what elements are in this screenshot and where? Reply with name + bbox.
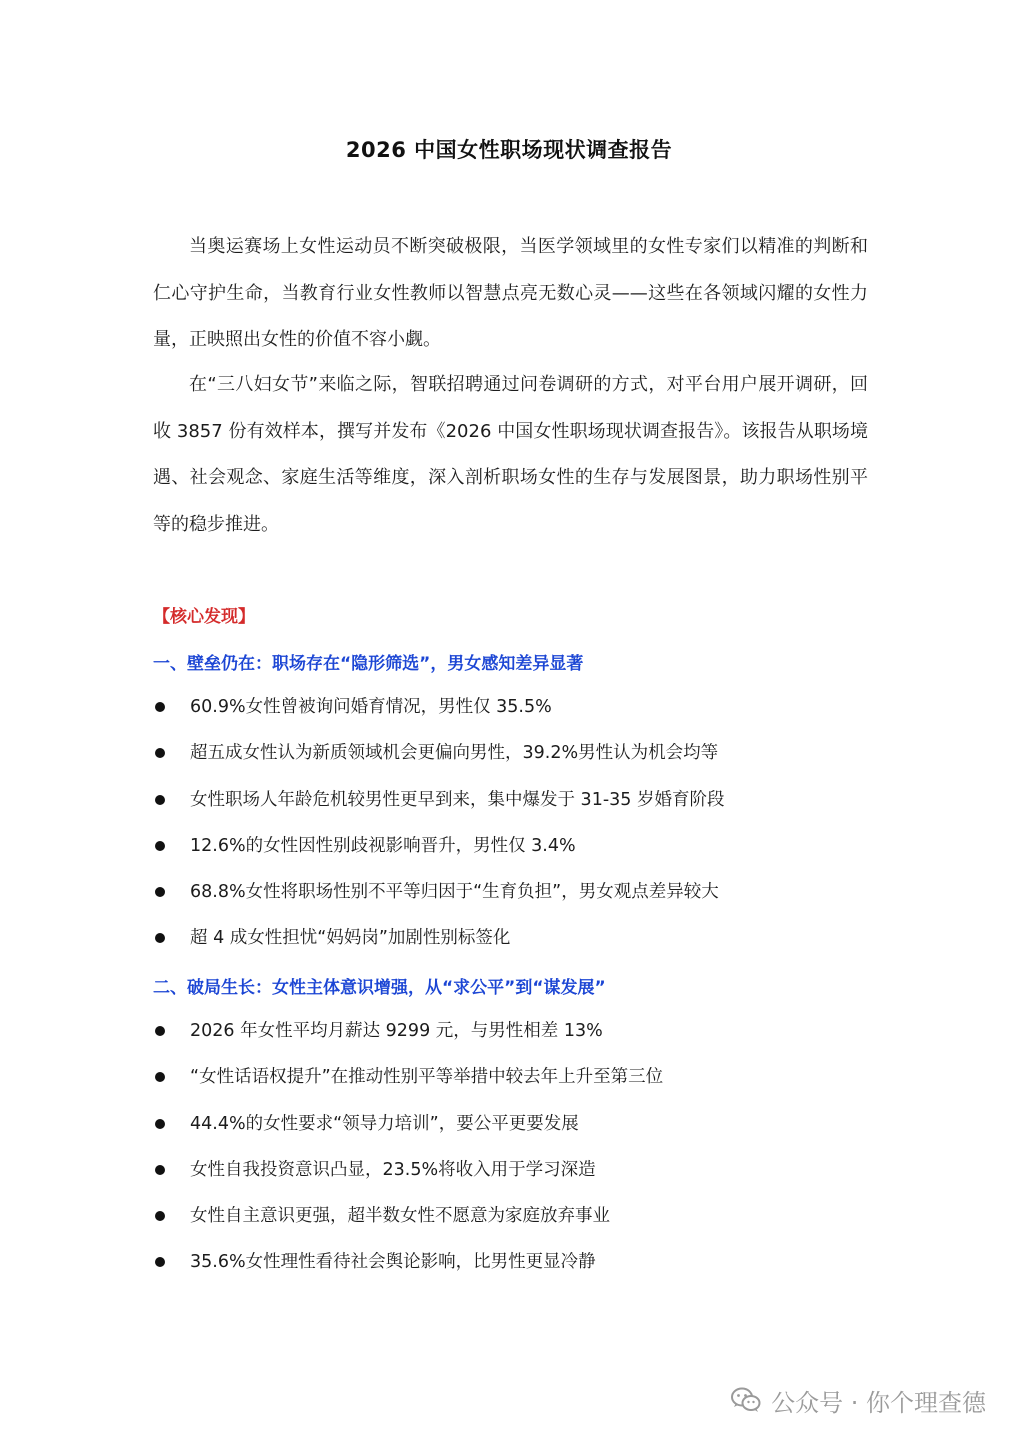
bullet-dot-icon [155, 887, 165, 897]
list-item-text: 68.8%女性将职场性别不平等归因于“生育负担”，男女观点差异较大 [190, 882, 719, 903]
list-item-text: “女性话语权提升”在推动性别平等举措中较去年上升至第三位 [190, 1067, 664, 1088]
list-item [153, 684, 873, 730]
bullet-dot-icon [155, 933, 165, 943]
list-item [153, 1101, 873, 1147]
list-item [153, 869, 873, 915]
bullet-dot-icon [155, 1026, 165, 1036]
page-title: 2026 中国女性职场现状调查报告 [345, 138, 673, 162]
list-item [153, 915, 873, 961]
section-2-bullet-list [153, 1008, 873, 1286]
list-item-text: 35.6%女性理性看待社会舆论影响，比男性更显冷静 [190, 1252, 596, 1273]
list-item [153, 1239, 873, 1285]
list-item-text: 超五成女性认为新质领域机会更偏向男性，39.2%男性认为机会均等 [190, 743, 719, 764]
core-findings-label: 【核心发现】 [153, 607, 255, 627]
bullet-dot-icon [155, 702, 165, 712]
list-item-text: 60.9%女性曾被询问婚育情况，男性仅 35.5% [190, 697, 552, 717]
list-item [153, 1193, 873, 1239]
list-item [153, 1008, 873, 1054]
list-item-text: 12.6%的女性因性别歧视影响晋升，男性仅 3.4% [190, 835, 576, 856]
bullet-dot-icon [155, 1119, 165, 1129]
intro-paragraph-1: 当奥运赛场上女性运动员不断突破极限，当医学领域里的女性专家们以精准的判断和仁心守护生命，当教育行业女性教师以智慧点亮无数心灵——这些在各领域闪耀的女性力量，正映照出女性的价值不容小觑。 [153, 236, 868, 350]
bullet-dot-icon [155, 841, 165, 851]
intro-paragraph-2: 在“三八妇女节”来临之际，智联招聘通过问卷调研的方式，对平台用户展开调研，回收 3857 份有效样本，撰写并发布《2026 中国女性职场现状调查报告》。该报告从职场境遇、社会观念、家庭生活等维度，深入剖析职场女性的生存与发展图景，助力职场性别平等的稳步推进。 [153, 374, 868, 535]
bullet-dot-icon [155, 748, 165, 758]
bullet-dot-icon [155, 1211, 165, 1221]
list-item [153, 777, 873, 823]
bullet-dot-icon [155, 1257, 165, 1267]
wechat-icon [731, 1387, 761, 1413]
watermark-text: 公众号 · 你个理查德 [771, 1388, 986, 1417]
list-item [153, 730, 873, 776]
bullet-dot-icon [155, 795, 165, 805]
list-item-text: 44.4%的女性要求“领导力培训”，要公平更要发展 [190, 1113, 579, 1134]
list-item-text: 女性职场人年龄危机较男性更早到来，集中爆发于 31-35 岁婚育阶段 [190, 789, 725, 810]
list-item [153, 1147, 873, 1193]
list-item-text: 2026 年女性平均月薪达 9299 元，与男性相差 13% [190, 1021, 603, 1041]
watermark [731, 1380, 986, 1420]
list-item-text: 超 4 成女性担忧“妈妈岗”加剧性别标签化 [190, 928, 511, 949]
list-item [153, 823, 873, 869]
bullet-dot-icon [155, 1072, 165, 1082]
list-item-text: 女性自主意识更强，超半数女性不愿意为家庭放弃事业 [190, 1206, 610, 1227]
section-1-bullet-list [153, 684, 873, 962]
bullet-dot-icon [155, 1165, 165, 1175]
list-item-text: 女性自我投资意识凸显，23.5%将收入用于学习深造 [190, 1159, 596, 1180]
section-heading-2: 二、破局生长：女性主体意识增强，从“求公平”到“谋发展” [153, 978, 606, 998]
list-item [153, 1054, 873, 1100]
section-heading-1: 一、壁垒仍在：职场存在“隐形筛选”，男女感知差异显著 [153, 654, 584, 674]
